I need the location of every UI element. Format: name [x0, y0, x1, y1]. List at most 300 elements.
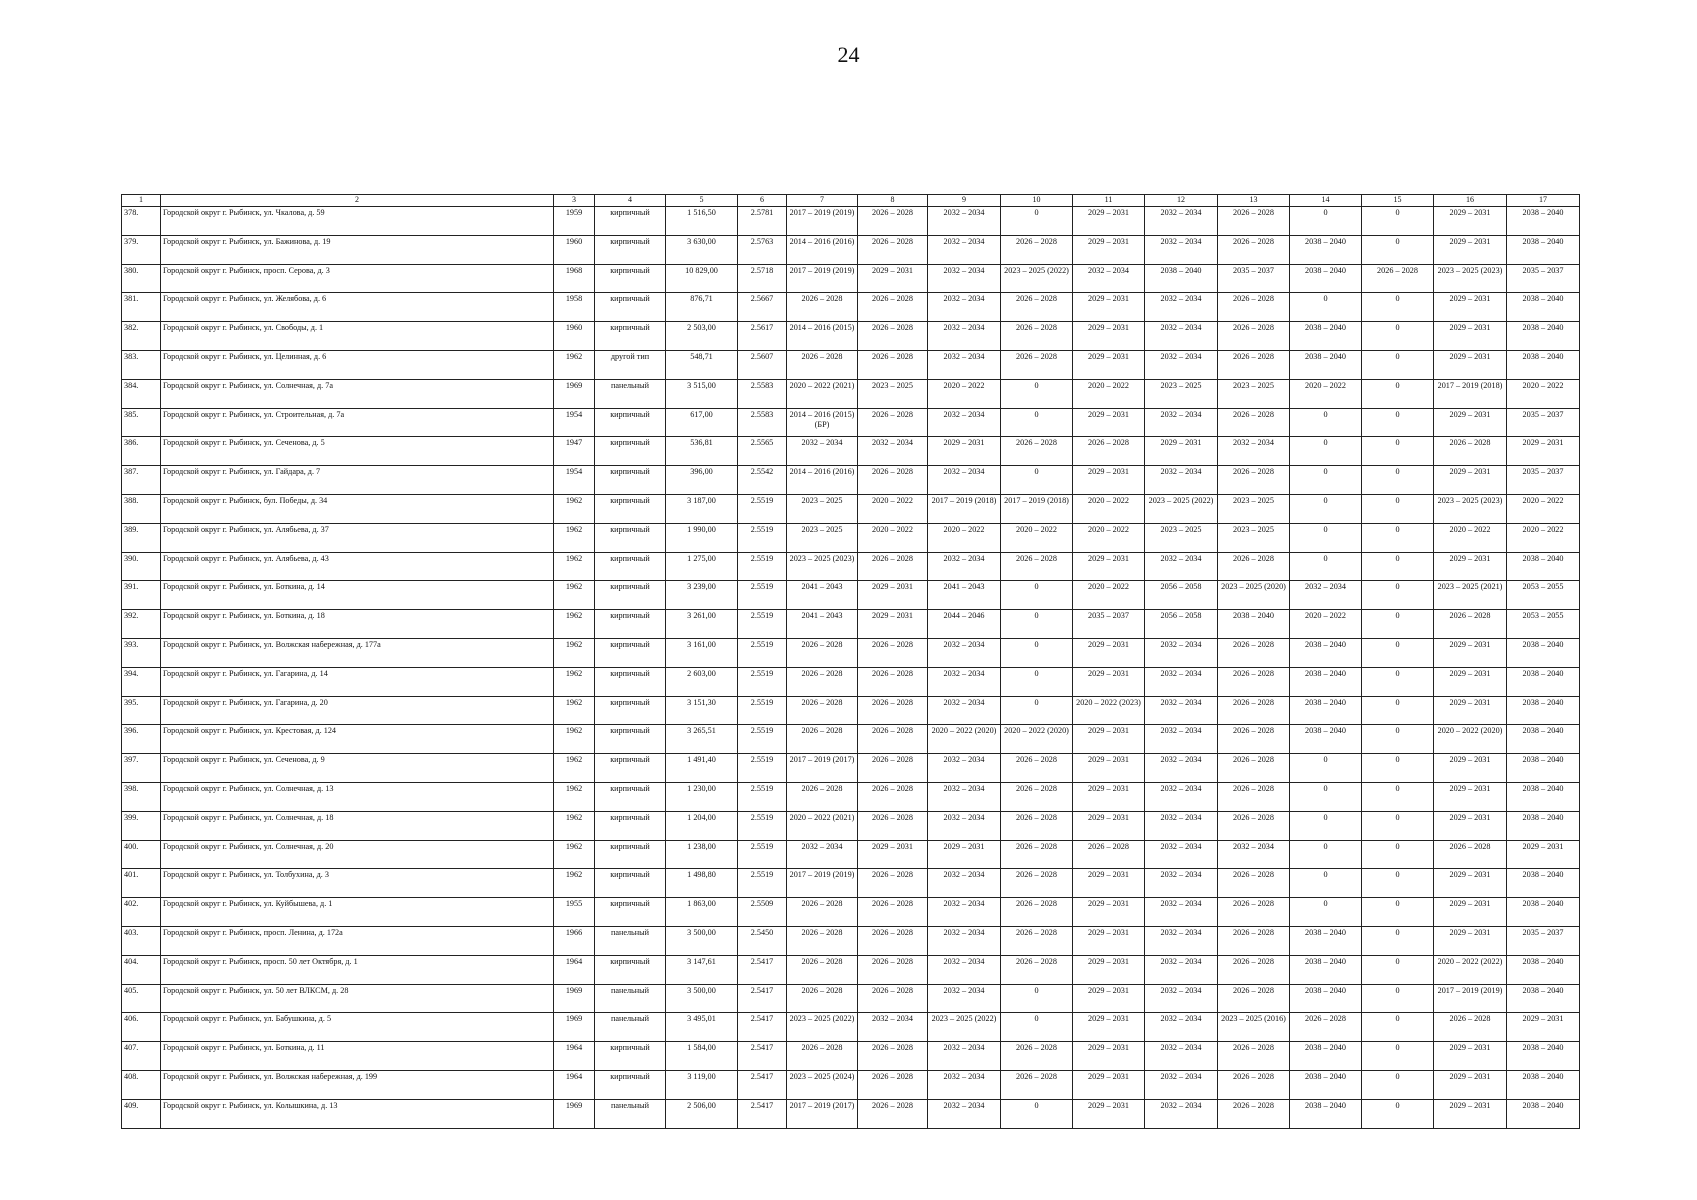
table-cell: 2026 – 2028	[1434, 610, 1507, 639]
table-cell: 2.5718	[738, 264, 787, 293]
table-cell: 2032 – 2034	[928, 955, 1001, 984]
table-cell: 2026 – 2028	[1218, 207, 1290, 236]
table-cell: 0	[1362, 552, 1434, 581]
table-cell: 2029 – 2031	[1507, 1013, 1580, 1042]
table-cell: 1 204,00	[666, 811, 738, 840]
table-cell: 2032 – 2034	[928, 264, 1001, 293]
table-cell: 2038 – 2040	[1290, 725, 1362, 754]
table-cell: 2035 – 2037	[1218, 264, 1290, 293]
table-cell: 2026 – 2028	[858, 696, 928, 725]
table-cell: 2029 – 2031	[1434, 207, 1507, 236]
table-cell: 2035 – 2037	[1507, 264, 1580, 293]
table-row	[122, 638, 1580, 667]
table-cell: 2029 – 2031	[1434, 754, 1507, 783]
table-cell: 405.	[122, 984, 161, 1013]
table-cell: 2.5519	[738, 581, 787, 610]
table-cell: 2017 – 2019 (2017)	[787, 754, 858, 783]
table-cell: 2026 – 2028	[1001, 437, 1073, 466]
table-cell: 3 515,00	[666, 379, 738, 408]
table-cell: 2026 – 2028	[858, 1099, 928, 1128]
table-cell: кирпичный	[595, 782, 666, 811]
table-cell: 2032 – 2034	[1145, 898, 1218, 927]
table-cell: 2032 – 2034	[928, 1099, 1001, 1128]
table-cell: 2032 – 2034	[928, 552, 1001, 581]
table-cell: 1 238,00	[666, 840, 738, 869]
table-row	[122, 1070, 1580, 1099]
table-cell: 2026 – 2028	[858, 322, 928, 351]
table-cell: 2026 – 2028	[1001, 926, 1073, 955]
table-cell: 2032 – 2034	[787, 840, 858, 869]
column-number: 17	[1507, 195, 1580, 207]
table-cell: 2026 – 2028	[858, 350, 928, 379]
table-cell: 2026 – 2028	[858, 638, 928, 667]
table-cell: 3 500,00	[666, 926, 738, 955]
table-cell: кирпичный	[595, 322, 666, 351]
table-row	[122, 466, 1580, 495]
table-cell: 3 151,30	[666, 696, 738, 725]
table-cell: 2029 – 2031	[858, 610, 928, 639]
table-cell: 2029 – 2031	[1434, 350, 1507, 379]
table-cell: 2020 – 2022	[1507, 494, 1580, 523]
table-cell: 2038 – 2040	[1507, 293, 1580, 322]
table-cell: 0	[1290, 494, 1362, 523]
table-cell: кирпичный	[595, 667, 666, 696]
table-cell: 393.	[122, 638, 161, 667]
table-cell: 2029 – 2031	[1073, 754, 1145, 783]
table-cell: 0	[1362, 581, 1434, 610]
table-cell: 396.	[122, 725, 161, 754]
table-cell: 2020 – 2022	[1001, 523, 1073, 552]
table-cell: 2029 – 2031	[1434, 869, 1507, 898]
table-cell: кирпичный	[595, 869, 666, 898]
table-cell: 2020 – 2022	[858, 523, 928, 552]
table-cell: 2.5509	[738, 898, 787, 927]
table-cell: 2026 – 2028	[787, 638, 858, 667]
table-cell: кирпичный	[595, 811, 666, 840]
table-cell: 2.5583	[738, 408, 787, 437]
table-cell: 2029 – 2031	[1073, 466, 1145, 495]
table-cell: 2035 – 2037	[1507, 926, 1580, 955]
table-cell: 2026 – 2028	[858, 466, 928, 495]
table-cell: 1955	[554, 898, 595, 927]
column-number: 16	[1434, 195, 1507, 207]
table-cell: 1962	[554, 350, 595, 379]
table-cell: 2032 – 2034	[928, 1070, 1001, 1099]
table-cell: Городской округ г. Рыбинск, ул. Боткина, д. 14	[161, 581, 554, 610]
column-number: 10	[1001, 195, 1073, 207]
table-cell: 2032 – 2034	[1145, 552, 1218, 581]
table-cell: 2029 – 2031	[1073, 869, 1145, 898]
table-cell: 2020 – 2022	[928, 379, 1001, 408]
table-cell: 536,81	[666, 437, 738, 466]
table-row	[122, 926, 1580, 955]
table-cell: 2026 – 2028	[1001, 322, 1073, 351]
table-cell: 0	[1290, 523, 1362, 552]
column-number: 6	[738, 195, 787, 207]
table-cell: Городской округ г. Рыбинск, ул. Крестовая, д. 124	[161, 725, 554, 754]
table-cell: 2.5607	[738, 350, 787, 379]
table-cell: 385.	[122, 408, 161, 437]
table-cell: 380.	[122, 264, 161, 293]
table-cell: 2032 – 2034	[1145, 869, 1218, 898]
table-cell: 2029 – 2031	[1434, 293, 1507, 322]
table-cell: 0	[1362, 207, 1434, 236]
table-cell: 1969	[554, 1099, 595, 1128]
table-cell: 2029 – 2031	[928, 437, 1001, 466]
table-cell: панельный	[595, 1099, 666, 1128]
table-cell: 2032 – 2034	[1145, 696, 1218, 725]
table-cell: 2038 – 2040	[1507, 638, 1580, 667]
table-cell: 2038 – 2040	[1507, 811, 1580, 840]
table-cell: 2026 – 2028	[1218, 293, 1290, 322]
table-row	[122, 207, 1580, 236]
table-cell: 2.5417	[738, 984, 787, 1013]
table-cell: 2026 – 2028	[787, 984, 858, 1013]
table-cell: 1960	[554, 322, 595, 351]
table-cell: 2038 – 2040	[1507, 955, 1580, 984]
table-cell: Городской округ г. Рыбинск, ул. Боткина, д. 11	[161, 1042, 554, 1071]
table-cell: 1 990,00	[666, 523, 738, 552]
table-cell: 2017 – 2019 (2018)	[1001, 494, 1073, 523]
table-cell: 2026 – 2028	[1001, 898, 1073, 927]
table-cell: 2032 – 2034	[928, 811, 1001, 840]
table-row	[122, 523, 1580, 552]
table-cell: 2026 – 2028	[1073, 840, 1145, 869]
table-cell: 2032 – 2034	[928, 207, 1001, 236]
table-cell: 2017 – 2019 (2018)	[928, 494, 1001, 523]
table-cell: 1954	[554, 408, 595, 437]
table-cell: 1958	[554, 293, 595, 322]
table-cell: 2020 – 2022	[1290, 610, 1362, 639]
table-cell: 2020 – 2022 (2020)	[928, 725, 1001, 754]
table-cell: 2023 – 2025 (2023)	[787, 552, 858, 581]
table-cell: 397.	[122, 754, 161, 783]
table-cell: 1968	[554, 264, 595, 293]
table-cell: 2029 – 2031	[1434, 782, 1507, 811]
table-cell: 2032 – 2034	[1145, 207, 1218, 236]
table-cell: кирпичный	[595, 437, 666, 466]
table-cell: 2038 – 2040	[1507, 754, 1580, 783]
table-cell: 2026 – 2028	[858, 782, 928, 811]
table-cell: Городской округ г. Рыбинск, ул. Толбухина, д. 3	[161, 869, 554, 898]
table-cell: 2029 – 2031	[1434, 667, 1507, 696]
table-cell: 2029 – 2031	[858, 840, 928, 869]
table-cell: 379.	[122, 235, 161, 264]
table-cell: 2032 – 2034	[1145, 1070, 1218, 1099]
table-cell: 2032 – 2034	[928, 350, 1001, 379]
table-cell: 2032 – 2034	[928, 466, 1001, 495]
table-cell: 2038 – 2040	[1290, 264, 1362, 293]
table-cell: 2038 – 2040	[1507, 1042, 1580, 1071]
table-cell: 2.5417	[738, 955, 787, 984]
table-cell: 2032 – 2034	[928, 1042, 1001, 1071]
table-cell: кирпичный	[595, 466, 666, 495]
table-cell: 2032 – 2034	[1145, 293, 1218, 322]
table-cell: 2.5519	[738, 840, 787, 869]
table-cell: 2014 – 2016 (2015)	[787, 322, 858, 351]
table-cell: 2029 – 2031	[928, 840, 1001, 869]
table-cell: Городской округ г. Рыбинск, ул. Солнечная, д. 13	[161, 782, 554, 811]
table-cell: 2035 – 2037	[1507, 408, 1580, 437]
table-cell: 2029 – 2031	[1507, 840, 1580, 869]
table-cell: 0	[1001, 408, 1073, 437]
table-cell: 0	[1001, 581, 1073, 610]
table-cell: 2038 – 2040	[1290, 638, 1362, 667]
table-cell: 2038 – 2040	[1507, 898, 1580, 927]
table-row	[122, 696, 1580, 725]
table-cell: 2032 – 2034	[1145, 638, 1218, 667]
table-cell: 0	[1362, 466, 1434, 495]
table-cell: 2053 – 2055	[1507, 610, 1580, 639]
table-cell: 2026 – 2028	[858, 1042, 928, 1071]
table-cell: 2026 – 2028	[1218, 667, 1290, 696]
table-row	[122, 782, 1580, 811]
table-cell: кирпичный	[595, 1042, 666, 1071]
table-cell: 2029 – 2031	[1434, 1070, 1507, 1099]
table-cell: 2029 – 2031	[1073, 638, 1145, 667]
table-cell: 2017 – 2019 (2019)	[787, 264, 858, 293]
table-cell: 2032 – 2034	[928, 869, 1001, 898]
table-cell: 395.	[122, 696, 161, 725]
table-cell: 2026 – 2028	[1218, 955, 1290, 984]
table-cell: 2029 – 2031	[1434, 1099, 1507, 1128]
table-cell: 1969	[554, 984, 595, 1013]
table-cell: 2.5417	[738, 1070, 787, 1099]
table-cell: 392.	[122, 610, 161, 639]
table-cell: 2032 – 2034	[787, 437, 858, 466]
table-cell: 2032 – 2034	[1145, 235, 1218, 264]
table-cell: 2032 – 2034	[1145, 1013, 1218, 1042]
table-cell: 2053 – 2055	[1507, 581, 1580, 610]
table-cell: 0	[1001, 696, 1073, 725]
table-cell: 2026 – 2028	[858, 1070, 928, 1099]
table-cell: 2017 – 2019 (2019)	[787, 207, 858, 236]
table-cell: 2026 – 2028	[1218, 926, 1290, 955]
table-cell: Городской округ г. Рыбинск, ул. Куйбышева, д. 1	[161, 898, 554, 927]
table-cell: 1962	[554, 782, 595, 811]
table-cell: 2026 – 2028	[787, 293, 858, 322]
table-cell: 2038 – 2040	[1290, 926, 1362, 955]
table-row	[122, 667, 1580, 696]
table-cell: 2029 – 2031	[1434, 408, 1507, 437]
table-cell: 2032 – 2034	[1145, 926, 1218, 955]
table-cell: 390.	[122, 552, 161, 581]
table-cell: 2026 – 2028	[1218, 466, 1290, 495]
table-cell: 3 500,00	[666, 984, 738, 1013]
table-cell: 2026 – 2028	[1001, 1070, 1073, 1099]
table-cell: 3 261,00	[666, 610, 738, 639]
table-cell: 0	[1362, 610, 1434, 639]
table-cell: 2029 – 2031	[1073, 1070, 1145, 1099]
table-cell: 2023 – 2025 (2016)	[1218, 1013, 1290, 1042]
table-cell: 2026 – 2028	[858, 869, 928, 898]
table-cell: 2026 – 2028	[787, 926, 858, 955]
table-cell: 383.	[122, 350, 161, 379]
table-cell: 0	[1362, 782, 1434, 811]
table-cell: 2038 – 2040	[1290, 322, 1362, 351]
table-cell: 2038 – 2040	[1507, 322, 1580, 351]
table-cell: 2.5519	[738, 696, 787, 725]
table-cell: 1 275,00	[666, 552, 738, 581]
table-cell: 2041 – 2043	[787, 581, 858, 610]
table-cell: 1 516,50	[666, 207, 738, 236]
table-cell: 876,71	[666, 293, 738, 322]
table-row	[122, 610, 1580, 639]
table-cell: 2032 – 2034	[1145, 667, 1218, 696]
table-cell: 2.5519	[738, 754, 787, 783]
table-cell: 2023 – 2025 (2021)	[1434, 581, 1507, 610]
table-cell: 2020 – 2022	[1073, 494, 1145, 523]
table-cell: 2020 – 2022 (2023)	[1073, 696, 1145, 725]
table-cell: Городской округ г. Рыбинск, ул. Боткина, д. 18	[161, 610, 554, 639]
table-cell: 0	[1001, 610, 1073, 639]
table-row	[122, 1013, 1580, 1042]
table-cell: 2026 – 2028	[787, 725, 858, 754]
table-row	[122, 235, 1580, 264]
table-cell: 2023 – 2025 (2022)	[1001, 264, 1073, 293]
table-cell: кирпичный	[595, 581, 666, 610]
table-cell: 1969	[554, 1013, 595, 1042]
table-cell: панельный	[595, 379, 666, 408]
table-cell: Городской округ г. Рыбинск, бул. Победы, д. 34	[161, 494, 554, 523]
table-cell: 2032 – 2034	[1218, 437, 1290, 466]
table-cell: 2026 – 2028	[1001, 955, 1073, 984]
table-cell: 2029 – 2031	[1434, 235, 1507, 264]
table-cell: 0	[1001, 379, 1073, 408]
table-cell: 2041 – 2043	[928, 581, 1001, 610]
table-cell: Городской округ г. Рыбинск, ул. Гайдара, д. 7	[161, 466, 554, 495]
table-cell: 0	[1362, 437, 1434, 466]
table-cell: 398.	[122, 782, 161, 811]
table-cell: 2032 – 2034	[1145, 1042, 1218, 1071]
table-cell: 0	[1362, 955, 1434, 984]
table-cell: 0	[1362, 523, 1434, 552]
table-cell: 1959	[554, 207, 595, 236]
table-cell: 3 187,00	[666, 494, 738, 523]
table-cell: кирпичный	[595, 955, 666, 984]
table-cell: Городской округ г. Рыбинск, ул. Волжская набережная, д. 177а	[161, 638, 554, 667]
table-cell: 2056 – 2058	[1145, 610, 1218, 639]
column-number: 5	[666, 195, 738, 207]
table-cell: 2029 – 2031	[1073, 235, 1145, 264]
table-cell: 2 503,00	[666, 322, 738, 351]
table-cell: 1962	[554, 638, 595, 667]
table-cell: 2 603,00	[666, 667, 738, 696]
table-cell: 2026 – 2028	[1434, 1013, 1507, 1042]
table-cell: кирпичный	[595, 840, 666, 869]
table-cell: кирпичный	[595, 1070, 666, 1099]
table-row	[122, 811, 1580, 840]
table-cell: 2023 – 2025	[1145, 523, 1218, 552]
table-cell: 2032 – 2034	[1145, 725, 1218, 754]
table-cell: 2026 – 2028	[858, 955, 928, 984]
table-cell: 2017 – 2019 (2017)	[787, 1099, 858, 1128]
table-cell: 2023 – 2025	[787, 494, 858, 523]
table-cell: 2029 – 2031	[1073, 955, 1145, 984]
table-cell: 1962	[554, 725, 595, 754]
table-row	[122, 1042, 1580, 1071]
table-cell: 378.	[122, 207, 161, 236]
table-cell: 2020 – 2022 (2021)	[787, 811, 858, 840]
table-cell: 396,00	[666, 466, 738, 495]
table-cell: кирпичный	[595, 552, 666, 581]
table-cell: 0	[1290, 437, 1362, 466]
table-row	[122, 984, 1580, 1013]
column-number: 4	[595, 195, 666, 207]
table-cell: 2.5583	[738, 379, 787, 408]
table-cell: 2.5519	[738, 869, 787, 898]
table-cell: 2029 – 2031	[1073, 926, 1145, 955]
table-row	[122, 437, 1580, 466]
table-cell: 0	[1362, 869, 1434, 898]
table-cell: 2032 – 2034	[928, 696, 1001, 725]
table-cell: 2026 – 2028	[1001, 840, 1073, 869]
table-cell: 404.	[122, 955, 161, 984]
table-cell: 2020 – 2022 (2020)	[1434, 725, 1507, 754]
table-cell: 1969	[554, 379, 595, 408]
table-cell: 2029 – 2031	[1073, 1099, 1145, 1128]
table-cell: 2026 – 2028	[787, 1042, 858, 1071]
table-cell: 400.	[122, 840, 161, 869]
table-cell: 1 230,00	[666, 782, 738, 811]
table-cell: 2026 – 2028	[1218, 408, 1290, 437]
table-cell: 2026 – 2028	[858, 811, 928, 840]
table-cell: Городской округ г. Рыбинск, ул. Гагарина, д. 14	[161, 667, 554, 696]
table-cell: 0	[1001, 466, 1073, 495]
table-cell: 2026 – 2028	[1218, 638, 1290, 667]
table-cell: 2023 – 2025 (2023)	[1434, 494, 1507, 523]
table-cell: Городской округ г. Рыбинск, ул. Волжская набережная, д. 199	[161, 1070, 554, 1099]
table-cell: 2032 – 2034	[928, 638, 1001, 667]
table-cell: кирпичный	[595, 207, 666, 236]
table-cell: 2032 – 2034	[1145, 984, 1218, 1013]
table-cell: Городской округ г. Рыбинск, просп. Ленина, д. 172а	[161, 926, 554, 955]
table-cell: 2029 – 2031	[1073, 898, 1145, 927]
table-cell: 2029 – 2031	[1073, 782, 1145, 811]
table-cell: 2020 – 2022	[1073, 523, 1145, 552]
table-cell: 2023 – 2025	[1218, 379, 1290, 408]
column-number: 15	[1362, 195, 1434, 207]
table-cell: 2026 – 2028	[787, 696, 858, 725]
table-cell: 1954	[554, 466, 595, 495]
buildings-register-table	[121, 194, 1580, 1129]
table-cell: 2020 – 2022	[1507, 379, 1580, 408]
table-cell: кирпичный	[595, 235, 666, 264]
table-cell: 386.	[122, 437, 161, 466]
table-cell: 2029 – 2031	[1073, 350, 1145, 379]
table-cell: 2029 – 2031	[1434, 898, 1507, 927]
column-number-row	[122, 195, 1580, 207]
table-cell: 2026 – 2028	[1218, 811, 1290, 840]
table-cell: 2026 – 2028	[1218, 869, 1290, 898]
table-cell: 2032 – 2034	[928, 754, 1001, 783]
table-cell: 3 161,00	[666, 638, 738, 667]
table-cell: 2035 – 2037	[1073, 610, 1145, 639]
table-cell: 2032 – 2034	[928, 984, 1001, 1013]
table-cell: 0	[1362, 379, 1434, 408]
table-cell: Городской округ г. Рыбинск, просп. 50 лет Октября, д. 1	[161, 955, 554, 984]
column-number: 2	[161, 195, 554, 207]
table-cell: 2026 – 2028	[1001, 782, 1073, 811]
table-cell: 2026 – 2028	[1073, 437, 1145, 466]
table-cell: кирпичный	[595, 494, 666, 523]
table-cell: 2038 – 2040	[1507, 207, 1580, 236]
table-cell: 2026 – 2028	[787, 955, 858, 984]
table-cell: 2026 – 2028	[1218, 898, 1290, 927]
table-cell: 2023 – 2025 (2024)	[787, 1070, 858, 1099]
table-cell: 2 506,00	[666, 1099, 738, 1128]
table-cell: 0	[1001, 667, 1073, 696]
